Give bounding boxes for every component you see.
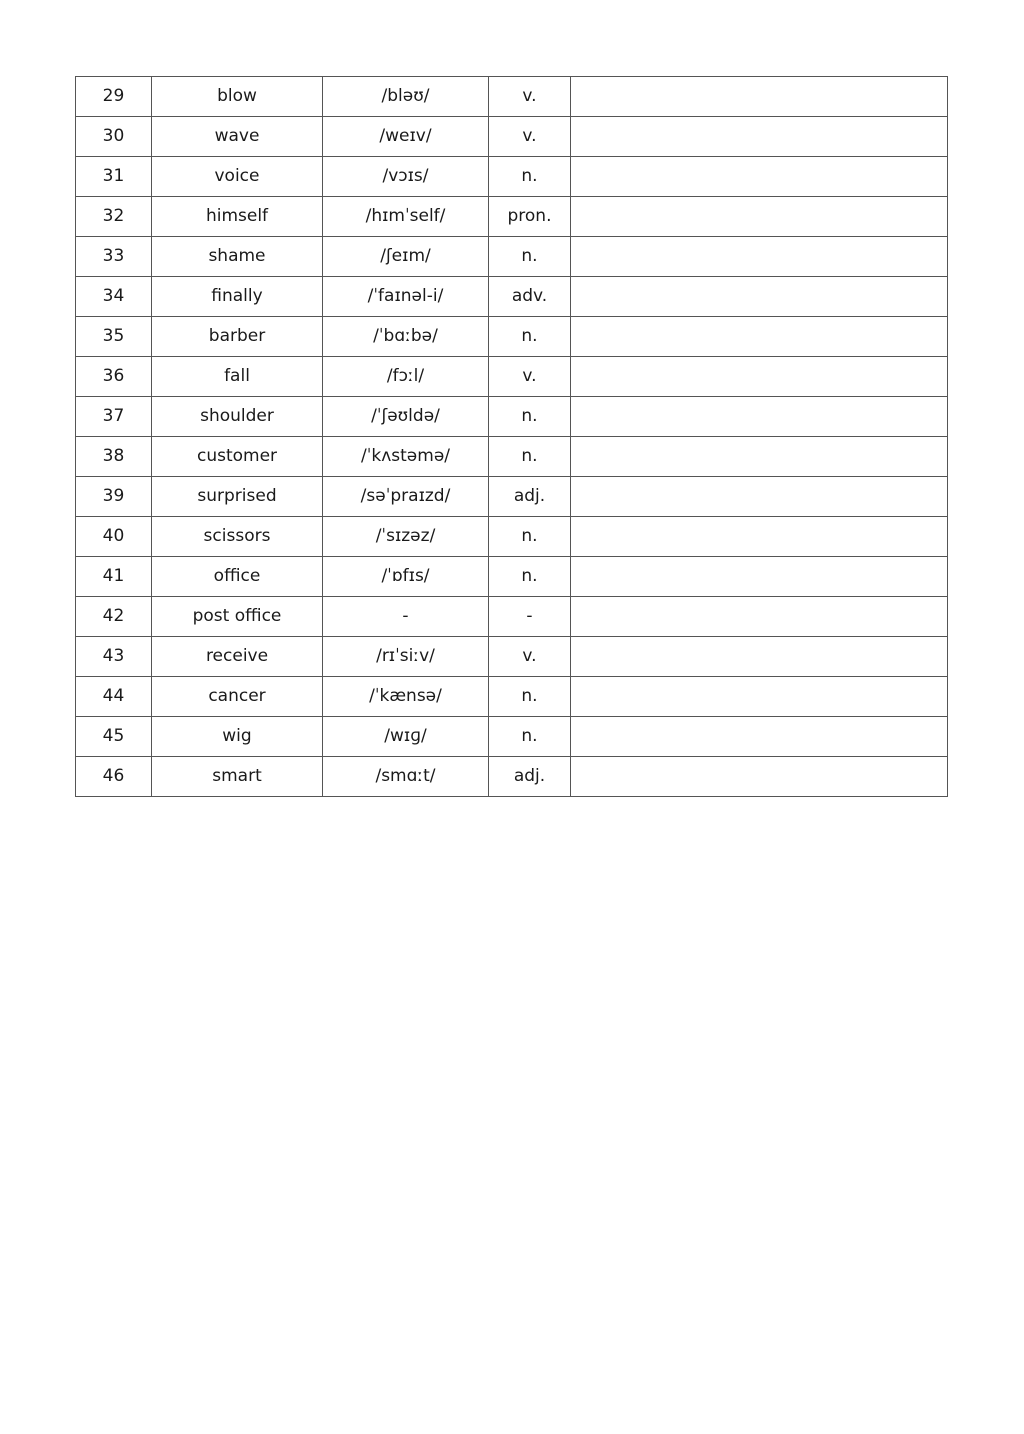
entry-number: 45 [76, 717, 152, 757]
entry-number: 46 [76, 757, 152, 797]
entry-word: customer [152, 437, 323, 477]
entry-part-of-speech: v. [489, 357, 571, 397]
table-row [76, 597, 948, 637]
entry-phonetic: /bləʊ/ [323, 77, 489, 117]
entry-number: 41 [76, 557, 152, 597]
entry-phonetic: /ʃeɪm/ [323, 237, 489, 277]
entry-number: 38 [76, 437, 152, 477]
entry-phonetic: /ˈkænsə/ [323, 677, 489, 717]
entry-word: blow [152, 77, 323, 117]
entry-number: 31 [76, 157, 152, 197]
entry-part-of-speech: v. [489, 77, 571, 117]
entry-word: smart [152, 757, 323, 797]
entry-part-of-speech: adv. [489, 277, 571, 317]
table-row [76, 157, 948, 197]
entry-number: 39 [76, 477, 152, 517]
table-row [76, 357, 948, 397]
table-row [76, 477, 948, 517]
entry-part-of-speech: n. [489, 397, 571, 437]
table-row [76, 117, 948, 157]
entry-meaning-blank [571, 77, 948, 117]
entry-word: barber [152, 317, 323, 357]
entry-phonetic: /vɔɪs/ [323, 157, 489, 197]
entry-word: office [152, 557, 323, 597]
entry-meaning-blank [571, 117, 948, 157]
entry-phonetic: /ˈfaɪnəl-i/ [323, 277, 489, 317]
table-row [76, 277, 948, 317]
entry-meaning-blank [571, 677, 948, 717]
table-row [76, 717, 948, 757]
table-row [76, 197, 948, 237]
table-row [76, 317, 948, 357]
entry-phonetic: /hɪmˈself/ [323, 197, 489, 237]
entry-number: 32 [76, 197, 152, 237]
entry-phonetic: /ˈsɪzəz/ [323, 517, 489, 557]
entry-number: 33 [76, 237, 152, 277]
entry-phonetic: - [323, 597, 489, 637]
entry-phonetic: /ˈɒfɪs/ [323, 557, 489, 597]
entry-part-of-speech: adj. [489, 477, 571, 517]
entry-part-of-speech: v. [489, 117, 571, 157]
entry-part-of-speech: n. [489, 157, 571, 197]
entry-number: 34 [76, 277, 152, 317]
entry-word: finally [152, 277, 323, 317]
entry-phonetic: /rɪˈsiːv/ [323, 637, 489, 677]
entry-meaning-blank [571, 157, 948, 197]
entry-part-of-speech: n. [489, 437, 571, 477]
entry-meaning-blank [571, 637, 948, 677]
entry-part-of-speech: v. [489, 637, 571, 677]
entry-number: 37 [76, 397, 152, 437]
vocabulary-table [75, 76, 948, 797]
entry-part-of-speech: n. [489, 717, 571, 757]
entry-number: 36 [76, 357, 152, 397]
entry-number: 30 [76, 117, 152, 157]
entry-phonetic: /smɑːt/ [323, 757, 489, 797]
entry-meaning-blank [571, 757, 948, 797]
table-row [76, 77, 948, 117]
entry-phonetic: /səˈpraɪzd/ [323, 477, 489, 517]
vocabulary-table-body [76, 77, 948, 797]
entry-word: post office [152, 597, 323, 637]
entry-number: 42 [76, 597, 152, 637]
entry-part-of-speech: n. [489, 517, 571, 557]
entry-meaning-blank [571, 557, 948, 597]
table-row [76, 637, 948, 677]
entry-word: shoulder [152, 397, 323, 437]
entry-meaning-blank [571, 317, 948, 357]
entry-meaning-blank [571, 437, 948, 477]
entry-part-of-speech: adj. [489, 757, 571, 797]
entry-meaning-blank [571, 717, 948, 757]
table-row [76, 437, 948, 477]
entry-part-of-speech: n. [489, 237, 571, 277]
entry-phonetic: /ˈkʌstəmə/ [323, 437, 489, 477]
entry-number: 40 [76, 517, 152, 557]
entry-meaning-blank [571, 277, 948, 317]
entry-number: 29 [76, 77, 152, 117]
entry-part-of-speech: n. [489, 557, 571, 597]
entry-meaning-blank [571, 237, 948, 277]
entry-part-of-speech: n. [489, 677, 571, 717]
entry-part-of-speech: - [489, 597, 571, 637]
entry-meaning-blank [571, 197, 948, 237]
table-row [76, 757, 948, 797]
entry-phonetic: /fɔːl/ [323, 357, 489, 397]
entry-meaning-blank [571, 397, 948, 437]
table-row [76, 517, 948, 557]
table-row [76, 237, 948, 277]
entry-meaning-blank [571, 477, 948, 517]
entry-word: himself [152, 197, 323, 237]
entry-word: fall [152, 357, 323, 397]
entry-word: cancer [152, 677, 323, 717]
entry-part-of-speech: n. [489, 317, 571, 357]
entry-meaning-blank [571, 517, 948, 557]
table-row [76, 397, 948, 437]
entry-word: scissors [152, 517, 323, 557]
entry-phonetic: /ˈʃəʊldə/ [323, 397, 489, 437]
entry-word: wig [152, 717, 323, 757]
entry-word: shame [152, 237, 323, 277]
entry-phonetic: /wɪɡ/ [323, 717, 489, 757]
entry-number: 43 [76, 637, 152, 677]
table-row [76, 557, 948, 597]
entry-phonetic: /weɪv/ [323, 117, 489, 157]
entry-number: 44 [76, 677, 152, 717]
entry-meaning-blank [571, 357, 948, 397]
entry-meaning-blank [571, 597, 948, 637]
table-row [76, 677, 948, 717]
entry-word: wave [152, 117, 323, 157]
entry-number: 35 [76, 317, 152, 357]
entry-part-of-speech: pron. [489, 197, 571, 237]
entry-phonetic: /ˈbɑːbə/ [323, 317, 489, 357]
entry-word: voice [152, 157, 323, 197]
entry-word: receive [152, 637, 323, 677]
entry-word: surprised [152, 477, 323, 517]
